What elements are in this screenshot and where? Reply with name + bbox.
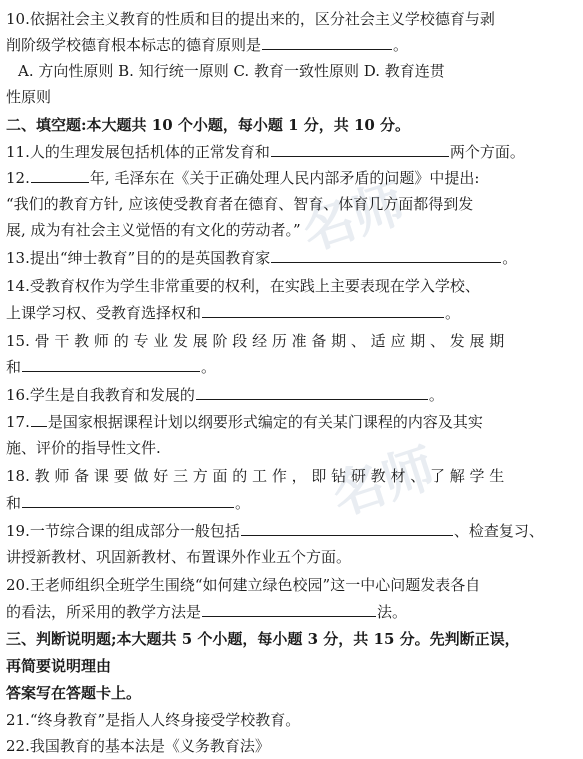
answer-blank[interactable]	[271, 141, 449, 157]
q14-line2: 上课学习权、受教育选择权和 。	[6, 304, 461, 322]
q20-line1: 20.王老师组织全班学生围绕“如何建立绿色校园”这一中心问题发表各自	[6, 576, 481, 594]
q17-line2: 施、评价的指导性文件.	[6, 439, 161, 457]
answer-blank[interactable]	[22, 356, 200, 372]
q11: 11.人的生理发展包括机体的正常发育和 两个方面。	[6, 143, 525, 161]
watermark-logo: 名师	[294, 173, 413, 263]
q18-line2: 和 。	[6, 494, 251, 512]
q10-options: A. 方向性原则 B. 知行统一原则 C. 教育一致性原则 D. 教育连贯	[18, 62, 445, 80]
q19-line1: 19.一节综合课的组成部分一般包括 、检查复习、	[6, 522, 544, 540]
q14-line1: 14.受教育权作为学生非常重要的权利，在实践上主要表现在学入学校、	[6, 277, 480, 295]
answer-blank[interactable]	[202, 302, 444, 318]
answer-blank[interactable]	[31, 167, 89, 183]
q15-line2: 和 。	[6, 358, 217, 376]
section-3-heading-cont: 再简要说明理由	[6, 657, 112, 675]
q10-line2: 削阶级学校德育根本标志的德育原则是 。	[6, 36, 409, 54]
q19-line2: 讲授新教材、巩固新教材、布置课外作业五个方面。	[6, 548, 352, 566]
answer-sheet-note: 答案写在答题卡上。	[6, 684, 142, 702]
section-2-heading: 二、填空题:本大题共 10 个小题，每小题 1 分，共 10 分。	[6, 116, 411, 134]
answer-blank[interactable]	[22, 492, 234, 508]
answer-blank[interactable]	[196, 384, 428, 400]
watermark-logo: 名师	[324, 438, 443, 528]
q21: 21.“终身教育”是指人人终身接受学校教育。	[6, 711, 301, 729]
answer-blank[interactable]	[31, 411, 47, 427]
q16: 16.学生是自我教育和发展的 。	[6, 386, 444, 404]
q22: 22.我国教育的基本法是《义务教育法》	[6, 737, 270, 755]
q10-line1: 10.依据社会主义教育的性质和目的提出来的，区分社会主义学校德育与剥	[6, 10, 495, 28]
answer-blank[interactable]	[271, 247, 501, 263]
section-3-heading: 三、判断说明题;本大题共 5 个小题，每小题 3 分，共 15 分。先判断正误，	[6, 630, 520, 648]
answer-blank[interactable]	[241, 520, 453, 536]
answer-blank[interactable]	[262, 34, 392, 50]
answer-blank[interactable]	[202, 601, 376, 617]
q20-line2: 的看法，所采用的教学方法是 法。	[6, 603, 408, 621]
q18-line1: 18. 教 师 备 课 要 做 好 三 方 面 的 工 作 ， 即 钻 研 教 材 、 了 解 学 生	[6, 467, 505, 485]
q12-line1: 12. 年, 毛泽东在《关于正确处理人民内部矛盾的问题》中提出:	[6, 169, 480, 187]
q10-options-cont: 性原则	[6, 88, 52, 106]
q12-line2: “我们的教育方针, 应该使受教育者在德育、智育、体育几方面都得到发	[6, 195, 474, 213]
q10-text: 削阶级学校德育根本标志的德育原则是	[6, 36, 262, 54]
q12-line3: 展, 成为有社会主义觉悟的有文化的劳动者。”	[6, 221, 301, 239]
q13: 13.提出“绅士教育”目的的是英国教育家 。	[6, 249, 518, 267]
q17-line1: 17. 是国家根据课程计划以纲要形式编定的有关某门课程的内容及其实	[6, 413, 483, 431]
q15-line1: 15. 骨 干 教 师 的 专 业 发 展 阶 段 经 历 准 备 期 、 适 应 期 、 发 展 期	[6, 332, 505, 350]
